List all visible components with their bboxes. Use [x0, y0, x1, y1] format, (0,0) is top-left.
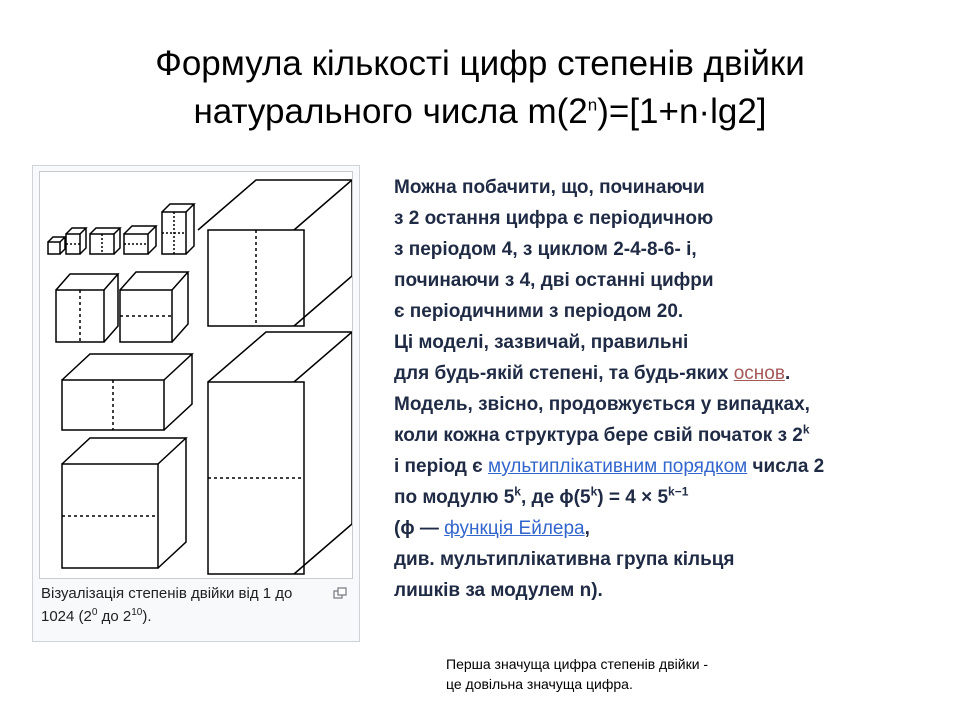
- footnote-line-2: це довільна значуща цифра.: [446, 676, 633, 692]
- text-line-9-text: коли кожна структура бере свій початок з 2: [394, 425, 803, 446]
- euler-function-link[interactable]: функція Ейлера: [444, 518, 585, 539]
- text-line-11-mid-2: ) = 4 × 5: [597, 487, 669, 508]
- text-line-12: [394, 513, 944, 544]
- text-line-14: лишків за модулем n).: [394, 580, 603, 601]
- cube-256: [62, 438, 186, 568]
- text-line-11-sup-3: k−1: [668, 484, 689, 499]
- cube-512: [198, 180, 352, 326]
- cube-diagram[interactable]: [39, 171, 353, 579]
- text-line-4: починаючи з 4, дві останні цифри: [394, 270, 714, 291]
- bases-link[interactable]: основ: [733, 363, 785, 384]
- cube-128: [62, 354, 192, 430]
- text-line-11: [394, 482, 944, 513]
- caption-end: ).: [142, 608, 152, 625]
- caption-sup-1: 0: [91, 607, 98, 618]
- text-line-8: Модель, звісно, продовжується у випадках,: [394, 394, 810, 415]
- enlarge-icon[interactable]: [333, 586, 347, 598]
- text-line-10-end: числа 2: [747, 456, 825, 477]
- body-text: [394, 172, 944, 606]
- caption-mid: до 2: [97, 608, 132, 625]
- text-line-3: з періодом 4, з циклом 2-4-8-6- і,: [394, 239, 697, 260]
- cubes-svg: [40, 172, 352, 578]
- text-line-10: [394, 451, 944, 482]
- title-line-2: [40, 88, 920, 136]
- text-line-13: див. мультиплікативна група кільця: [394, 549, 735, 570]
- multiplicative-order-link[interactable]: мультиплікативним порядком: [487, 456, 748, 477]
- text-line-9: [394, 420, 944, 451]
- text-line-7-end: .: [784, 363, 791, 384]
- figure-caption: [41, 582, 311, 628]
- title-exponent: n: [587, 95, 598, 115]
- cube-1024: [208, 332, 352, 574]
- caption-sup-2: 10: [131, 607, 143, 618]
- cube-16: [162, 204, 194, 254]
- title-line-1: Формула кількості цифр степенів двійки: [155, 44, 805, 83]
- cube-64: [120, 272, 188, 342]
- text-line-6: Ці моделі, зазвичай, правильні: [394, 332, 689, 353]
- text-line-11-sup-2: k: [590, 484, 598, 499]
- title-line-2-text: натурального числа m(2: [193, 92, 588, 131]
- text-line-9-sup: k: [802, 422, 810, 437]
- text-line-7-text: для будь-якій степені, та будь-яких: [394, 363, 734, 384]
- footnote-line-1: Перша значуща цифра степенів двійки -: [446, 656, 709, 672]
- cube-4: [90, 228, 120, 254]
- title-line-2-formula: )=[1+n·lg2]: [597, 92, 767, 131]
- text-line-12-text: (ϕ —: [394, 518, 445, 539]
- text-line-10-text: і період є: [394, 456, 488, 477]
- caption-text: Візуалізація степенів двійки від 1 до 1024 (2: [41, 585, 293, 625]
- cube-8: [124, 226, 156, 254]
- slide-title: [40, 40, 920, 136]
- footnote: [446, 654, 826, 694]
- text-line-7: [394, 358, 944, 389]
- cube-visualization-figure: [32, 165, 360, 642]
- cube-2: [66, 228, 86, 254]
- text-line-2: з 2 остання цифра є періодичною: [394, 208, 714, 229]
- text-line-1: Можна побачити, що, починаючи: [394, 177, 705, 198]
- text-line-11-sup-1: k: [514, 484, 521, 499]
- cube-32: [56, 274, 118, 342]
- text-line-5: є періодичними з періодом 20.: [394, 301, 684, 322]
- cube-1: [48, 237, 65, 254]
- text-line-11-mid: , де ϕ(5: [520, 487, 591, 508]
- text-line-12-end: ,: [584, 518, 590, 539]
- text-line-11-text: по модулю 5: [394, 487, 515, 508]
